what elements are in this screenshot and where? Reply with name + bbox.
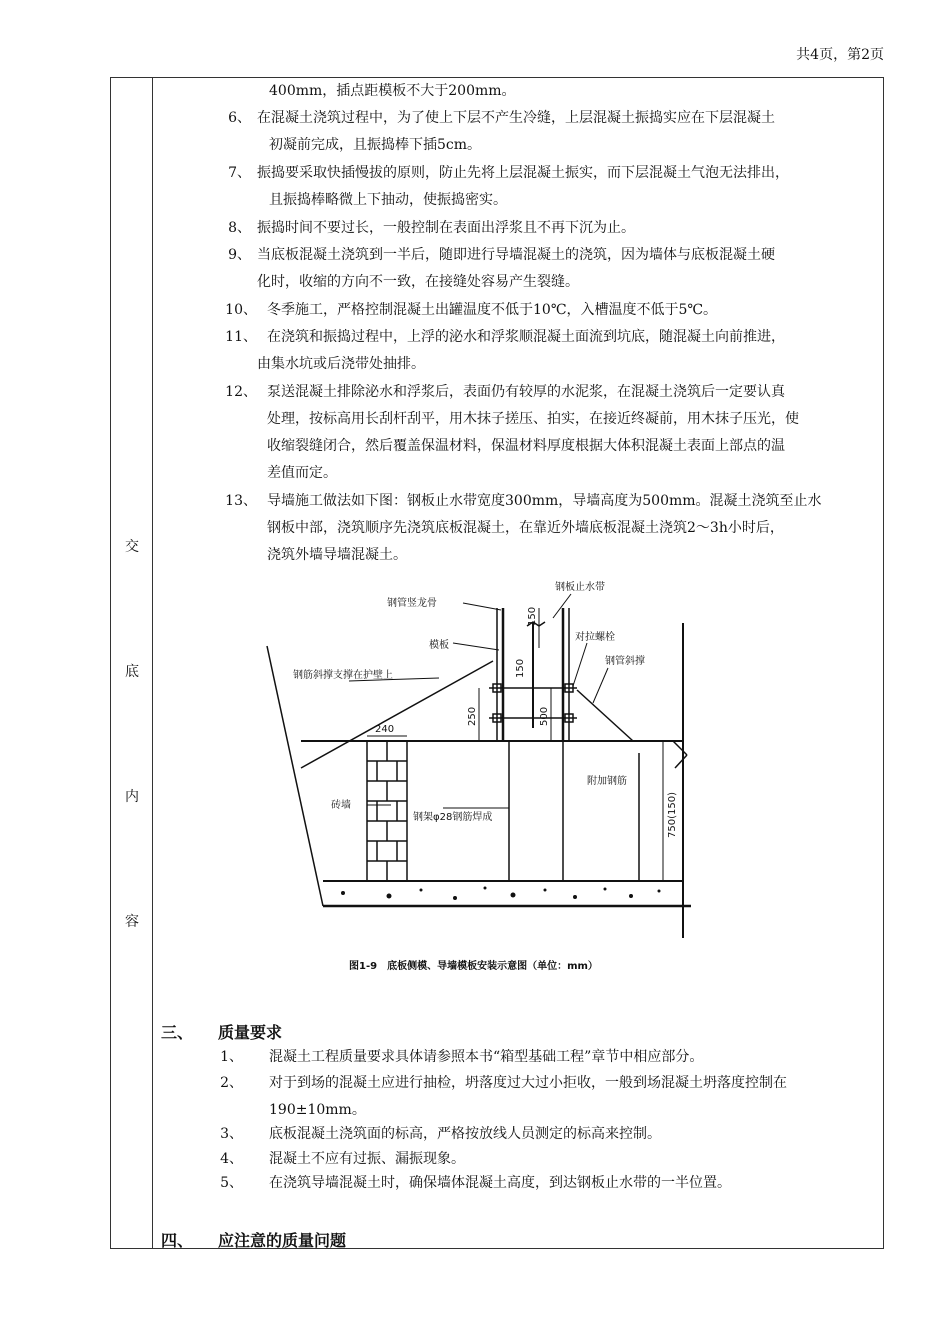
- item-text-line: 在混凝土浇筑过程中，为了使上下层不产生冷缝，上层混凝土振捣实应在下层混凝土: [257, 110, 775, 126]
- item-number: 7、: [228, 165, 251, 181]
- label-rebar-brace: 钢筋斜撑支撑在护壁上: [293, 670, 393, 681]
- item-text-line: 且振捣棒略微上下抽动，使振捣密实。: [269, 192, 507, 208]
- label-brick-wall: 砖墙: [331, 800, 351, 811]
- break-mark: [673, 741, 687, 755]
- pipe-brace-line: [577, 690, 633, 741]
- item-text-line: 化时，收缩的方向不一致，在接缝处容易产生裂缝。: [257, 274, 579, 290]
- label-pipe-brace: 钢管斜撑: [605, 656, 645, 667]
- item-number: 10、: [225, 302, 257, 318]
- page-number: 共4页，第2页: [796, 47, 884, 63]
- side-label-char: 容: [125, 914, 139, 930]
- item-text-line: 振捣要采取快插慢拔的原则，防止先将上层混凝土振实，而下层混凝土气泡无法排出，: [257, 165, 789, 181]
- item-number: 11、: [225, 329, 257, 345]
- item-text-line: 浇筑外墙导墙混凝土。: [267, 547, 407, 563]
- gravel-pattern: [341, 887, 661, 901]
- item-number: 1、: [220, 1049, 243, 1065]
- dim-750: 750(150): [667, 792, 678, 838]
- section-number: 四、: [161, 1231, 194, 1250]
- side-label-char: 内: [125, 789, 139, 805]
- item-number: 12、: [225, 384, 257, 400]
- side-label-column: [111, 78, 153, 1248]
- item-text-line: 冬季施工，严格控制混凝土出罐温度不低于10℃，入槽温度不低于5℃。: [267, 302, 718, 318]
- label-steel-waterstop: 钢板止水带: [555, 582, 605, 593]
- item-text-line: 190±10mm。: [269, 1102, 366, 1118]
- item-number: 2、: [220, 1075, 243, 1091]
- item-text-line: 混凝土工程质量要求具体请参照本书“箱型基础工程”章节中相应部分。: [269, 1049, 704, 1065]
- item-text-line: 泵送混凝土排除泌水和浮浆后，表面仍有较厚的水泥浆，在混凝土浇筑后一定要认真: [267, 384, 785, 400]
- section-number: 三、: [161, 1023, 194, 1042]
- item-text-line: 初凝前完成，且振捣棒下插5cm。: [269, 137, 482, 153]
- retaining-slope-line: [267, 646, 323, 906]
- item-number: 9、: [228, 247, 251, 263]
- section-heading: [161, 1020, 282, 1043]
- item-text-line: 底板混凝土浇筑面的标高，严格按放线人员测定的标高来控制。: [269, 1126, 661, 1142]
- break-mark: [675, 755, 687, 768]
- section-title: 质量要求: [218, 1023, 283, 1042]
- section-heading: [161, 1228, 346, 1251]
- item-text-line: 振捣时间不要过长，一般控制在表面出浮浆且不再下沉为止。: [257, 220, 635, 236]
- label-steel-frame: 钢架φ28钢筋焊成: [413, 812, 493, 823]
- item-text-line: 由集水坑或后浇带处抽排。: [257, 356, 425, 372]
- item-number: 5、: [220, 1175, 243, 1191]
- side-label-char: 底: [125, 664, 139, 680]
- item-text-line: 钢板中部，浇筑顺序先浇筑底板混凝土，在靠近外墙底板混凝土浇筑2～3h小时后，: [267, 520, 784, 536]
- dim-250: 250: [467, 706, 478, 726]
- dim-150-upper: 150: [527, 606, 538, 626]
- label-tie-bolt: 对拉螺栓: [575, 632, 615, 643]
- brick-wall: [367, 741, 407, 881]
- item-text-line: 处理，按标高用长刮杆刮平，用木抹子搓压、拍实，在接近终凝前，用木抹子压光，使: [267, 411, 799, 427]
- side-label-char: 交: [125, 539, 139, 555]
- item-text-line: 当底板混凝土浇筑到一半后，随即进行导墙混凝土的浇筑，因为墙体与底板混凝土硬: [257, 247, 775, 263]
- item-text-line: 对于到场的混凝土应进行抽检，坍落度过大过小拒收，一般到场混凝土坍落度控制在: [269, 1075, 787, 1091]
- item-text-line: 收缩裂缝闭合，然后覆盖保温材料，保温材料厚度根据大体积混凝土表面上部点的温: [267, 438, 785, 454]
- figure-caption: 图1-9 底板侧模、导墙模板安装示意图（单位：mm）: [349, 961, 598, 972]
- item-text-line: 混凝土不应有过振、漏振现象。: [269, 1151, 465, 1167]
- item-text-line: 在浇筑导墙混凝土时，确保墙体混凝土高度，到达钢板止水带的一半位置。: [269, 1175, 731, 1191]
- item-text-line: 400mm，插点距模板不大于200mm。: [269, 83, 516, 99]
- item-number: 13、: [225, 493, 257, 509]
- section-title: 应注意的质量问题: [218, 1231, 347, 1250]
- item-number: 3、: [220, 1126, 243, 1142]
- item-text-line: 差值而定。: [267, 465, 337, 481]
- dim-150-lower: 150: [515, 658, 526, 678]
- dim-500: 500: [539, 706, 550, 726]
- item-number: 6、: [228, 110, 251, 126]
- item-number: 8、: [228, 220, 251, 236]
- item-number: 4、: [220, 1151, 243, 1167]
- disclosure-content: [153, 78, 883, 1248]
- label-extra-rebar: 附加钢筋: [587, 776, 627, 787]
- item-text-line: 在浇筑和振捣过程中，上浮的泌水和浮浆顺混凝土面流到坑底，随混凝土向前推进，: [267, 329, 785, 345]
- dim-240: 240: [375, 724, 395, 735]
- guide-wall-formwork-diagram: [261, 578, 721, 978]
- label-steel-pipe-keel: 钢管竖龙骨: [387, 598, 437, 609]
- disclosure-table: [110, 77, 884, 1249]
- item-text-line: 导墙施工做法如下图：钢板止水带宽度300mm，导墙高度为500mm。混凝土浇筑至止水: [267, 493, 822, 509]
- label-formwork: 模板: [429, 640, 449, 651]
